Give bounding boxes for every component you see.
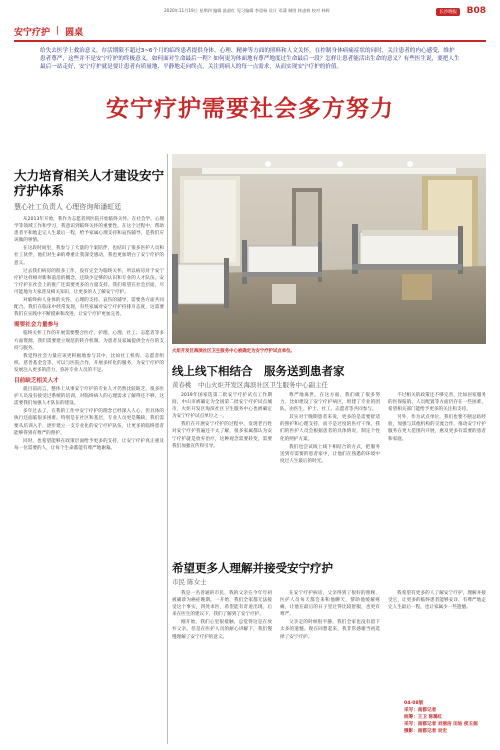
- article2-column-1: [172, 392, 272, 552]
- article3-column-2: [280, 590, 380, 740]
- article1-body: [14, 216, 164, 736]
- body-paragraph: 过去我们病房的很多工作，没有完全为临终关怀，所以病房对于安宁疗护这样相对新和前沿的概念，还缺少足够的认识和专业的人才队伍。安宁疗护在社会上的推广还需要更多的力量支持。我们希望在社会层面，尽可能地为大家普及相关知识，让更多的人了解安宁疗护。: [14, 268, 164, 295]
- body-paragraph: 不过相关的政策还不够完善，比如居家服务的医保报销、人员配置等方面仍存在一些困难，希望相关部门能给予更多的关注和支持。: [388, 393, 486, 413]
- hospital-ward-photo: [172, 154, 486, 344]
- body-paragraph: 2019年国家选第二批安宁疗护试点工作期间，中山市被确定为全国第二批安宁疗护试点城市，火炬开发区海滨社区卫生服务中心也被确定为安宁疗护试点单位之一。: [172, 393, 272, 420]
- article3-title: 希望更多人理解并接受安宁疗护: [172, 561, 333, 575]
- body-paragraph: 父亲走的时候很平静，我们全家也没有留下太多的遗憾。现在回想起来，我非常感谢当初选择了安宁疗护。: [280, 620, 380, 640]
- article2-title: 线上线下相结合 服务送到患者家: [172, 364, 345, 378]
- body-paragraph: 我们也尝试线上线下相结合的方式，把服务送到有需要的患者家中，让他们在熟悉的环境中度过人生最后的时光。: [280, 444, 380, 464]
- photo-caption: 火炬开发区海滨社区卫生服务中心被确定为安宁疗护试点单位。: [172, 349, 295, 354]
- body-paragraph: 对临终病人身体的关怀、心理的支持、哀伤的辅导，需要各方面共同配合。我们在临床中经常发现，有些家属对安宁疗护持排斥态度，这需要我们在实践中不断摸索和改进，让安宁疗护更加完善。: [14, 298, 164, 318]
- body-paragraph: 我是一名普通的市民，我的父亲在今年年初被确诊为癌症晚期。一开始，我们全家都无法接受这个事实，四处求医，希望能有奇迹出现。后来在医生的建议下，我们了解到了安宁疗护。: [172, 591, 272, 618]
- credit-line: 采写：南都记者 刘丽洁 田姑 侯玉娟: [404, 722, 478, 727]
- body-paragraph: 其实对于晚期患者来说，更多的是需要舒适的照护和心理支持，而不是过度的医疗干预。我们的医护人员会根据患者的具体情况，制定个性化的照护方案。: [280, 415, 380, 442]
- ward-illustration: [172, 154, 486, 344]
- page-headline: 安宁疗护需要社会多方努力: [106, 96, 394, 122]
- article2-column-3: [388, 392, 486, 552]
- page-header: [14, 6, 486, 18]
- body-paragraph: 就目前而言，整体上从事安宁疗护的专业人才仍然比较缺乏。很多医护人员没有接受过系统的培训，对临终病人的心理需求了解得还不够，这需要我们加强人才队伍的建设。: [14, 387, 164, 407]
- page-number: B08: [466, 6, 486, 16]
- subheading: 需要社会力量参与: [14, 322, 59, 329]
- article2-column-2: [280, 392, 380, 552]
- article2-author: 黄春桃 中山火炬开发区海滨社区卫生服务中心副主任: [172, 381, 328, 389]
- body-paragraph: 在安宁疗护病房，父亲得到了很好的照顾，医护人员每天都会来和他聊天，帮助他缓解疼痛，让他在最后的日子里过得比较舒服，也更有尊严。: [280, 591, 380, 618]
- body-paragraph: 从2013年开始，我作为志愿者到医院开始临终关怀，在社会学、心理学等领域工作和学习，我意识到临终关怀的重要性。在这个过程中，帮助患者平和地走完人生最后一程，给予家属心理支持和哀伤辅导，是我们应该做的事情。: [14, 217, 164, 244]
- section-label: [14, 24, 83, 38]
- body-paragraph: 在这段时间里，我参与了大量的个案陪伴，也结识了很多医护人员和社工伙伴，他们对生命的尊重让我深受感动，我也更加明白了安宁疗护的意义。: [14, 246, 164, 266]
- column-rule: [167, 154, 168, 744]
- body-paragraph: 另外，作为试点单位，我们也要不断总结经验，加强与其他机构的交流合作，推动安宁疗护服务在更大范围内开展，惠及更多有需要的患者和家庭。: [388, 415, 486, 442]
- intro-paragraph: 给失去医学上救治意义，存活期限不超过3~6个月的临终患者提供身体、心理、精神等方面的照料和人文关怀，在控制身体病痛症状的同时，关注患者的内心感受，维护患者尊严，这些并不是安宁疗护的终极意义。如何面对生命最后一程？如何更为体面地有尊严地度过生命最后一段？怎样让患者能活出生命的意义？有些医生说，要把人生最后一站走好，安宁疗护就是要让患者有质量地、平静地走向终点，关注到病人的每一点需求，从而实现安宁疗护的价值。: [40, 48, 460, 70]
- article3-column-3: [388, 590, 486, 690]
- credit-line: 采写：南都记者: [404, 708, 437, 713]
- header-divider: [14, 40, 486, 42]
- paper-badge: 长沙晚报: [436, 8, 460, 16]
- body-paragraph: 刚开始，我们心里很抵触，总觉得这是在放弃父亲。但是在医护人员的耐心讲解下，我们慢慢理解了安宁疗护的意义。: [172, 620, 272, 640]
- section-separator: |: [56, 26, 60, 36]
- body-paragraph: 临终关怀工作的开展需要整合医疗、护理、心理、社工、志愿者等多方面资源，我们需要建立规范的转介机制，为患者及家属提供全方位的支持与服务。: [14, 331, 164, 351]
- article3-author: 市民 陈女士: [172, 578, 207, 586]
- issue-meta: 2020年11月19日 星期四 编辑 最最红 见习编辑 李思杨 设计 邓潇 制图 林凌林 校对 林晖: [164, 8, 330, 13]
- subheading: 目前缺乏相关人才: [14, 377, 59, 384]
- body-paragraph: 我觉得社会力量应该更积极地参与其中，比如社工机构、志愿者组织、慈善基金会等，可以与医院合作，开展多样化的服务，为安宁疗护的发展注入更多的活力，弥补专业人员的不足。: [14, 353, 164, 373]
- column-title: 圆桌: [65, 27, 84, 38]
- section-title: 安宁疗护: [14, 27, 51, 38]
- body-paragraph: 我们在开展安宁疗护的过程中，发现老百姓对安宁疗护普遍还不太了解，很多家属都认为安宁疗护就是放弃治疗，这种观念需要转变，需要我们加强宣传和引导。: [172, 422, 272, 449]
- body-paragraph: 尊严地离世。在这方面，我们做了很多努力，比如建设了安宁疗护病区，组建了专业的团队，由医生、护士、社工、志愿者等共同参与。: [280, 393, 380, 413]
- body-paragraph: 我希望有更多的人了解安宁疗护，理解并接受它，让更多的临终患者能够安详、有尊严地走完人生最后一程，也让家属少一些遗憾。: [388, 591, 486, 611]
- article3-column-1: [172, 590, 272, 740]
- body-paragraph: 多年过去了，在我的工作中安宁疗护的理念已经深入人心，但具体的执行还面临很多困难。特别是在社区和基层，专业人员更是稀缺，我们需要从培训入手，逐步建立一支专业化的安宁疗护队伍，让更多的临终患者能够得到有尊严的照护。: [14, 409, 164, 436]
- credit-line: 统筹：王卫 陈璐红: [404, 715, 443, 720]
- article1-title: 大力培育相关人才建设安宁疗护体系: [14, 168, 165, 198]
- credits-label: 04-08版: [404, 701, 424, 706]
- credits-box: [404, 700, 494, 735]
- credit-line: 摄影：南都记者 吴宏: [404, 729, 447, 734]
- article1-author: 慧心社工负责人 心理咨询师潘虹廷: [14, 203, 122, 211]
- body-paragraph: 同时，也希望能够在政策层面给予更多的支持，让安宁疗护真正惠及每一位需要的人，让每个生命都能有尊严地谢幕。: [14, 438, 164, 451]
